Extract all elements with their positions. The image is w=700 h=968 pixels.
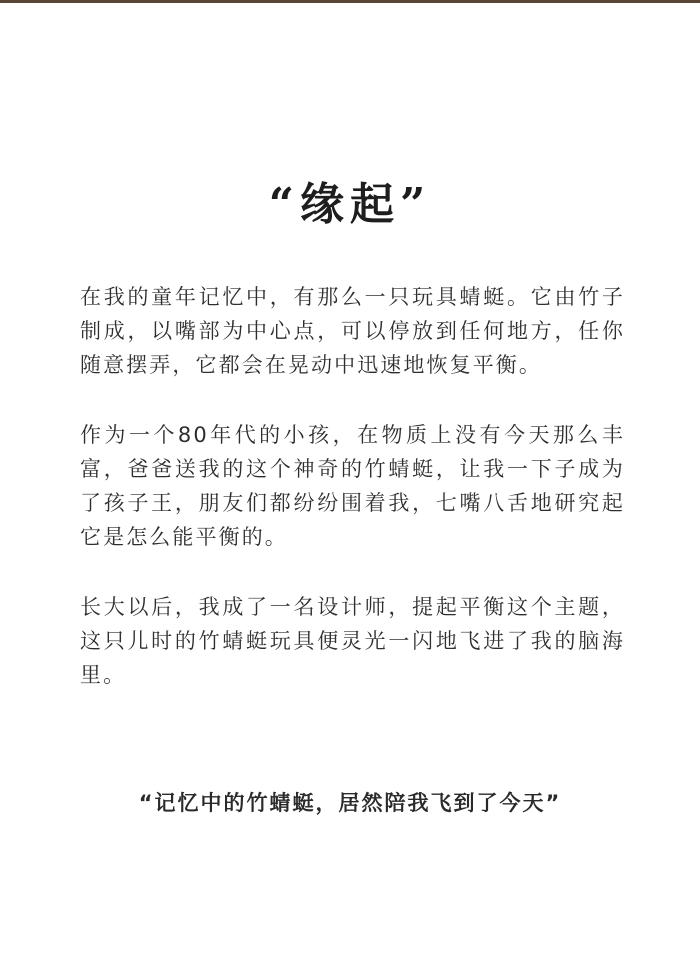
top-divider [0,0,700,3]
page-title: “缘起” [268,179,432,231]
story-paragraph-1: 在我的童年记忆中，有那么一只玩具蜻蜓。它由竹子制成，以嘴部为中心点，可以停放到任何地方，任你随意摆弄，它都会在晃动中迅速地恢复平衡。 [80,285,625,377]
closing-quote: “记忆中的竹蜻蜓，居然陪我飞到了今天” [138,791,562,815]
story-paragraph-2: 作为一个80年代的小孩，在物质上没有今天那么丰富，爸爸送我的这个神奇的竹蜻蜓，让我一下子成为了孩子王，朋友们都纷纷围着我，七嘴八舌地研究起它是怎么能平衡的。 [80,423,625,549]
story-body [80,280,625,692]
story-paragraph-3: 长大以后，我成了一名设计师，提起平衡这个主题，这只儿时的竹蜻蜓玩具便灵光一闪地飞进了我的脑海里。 [80,595,625,687]
